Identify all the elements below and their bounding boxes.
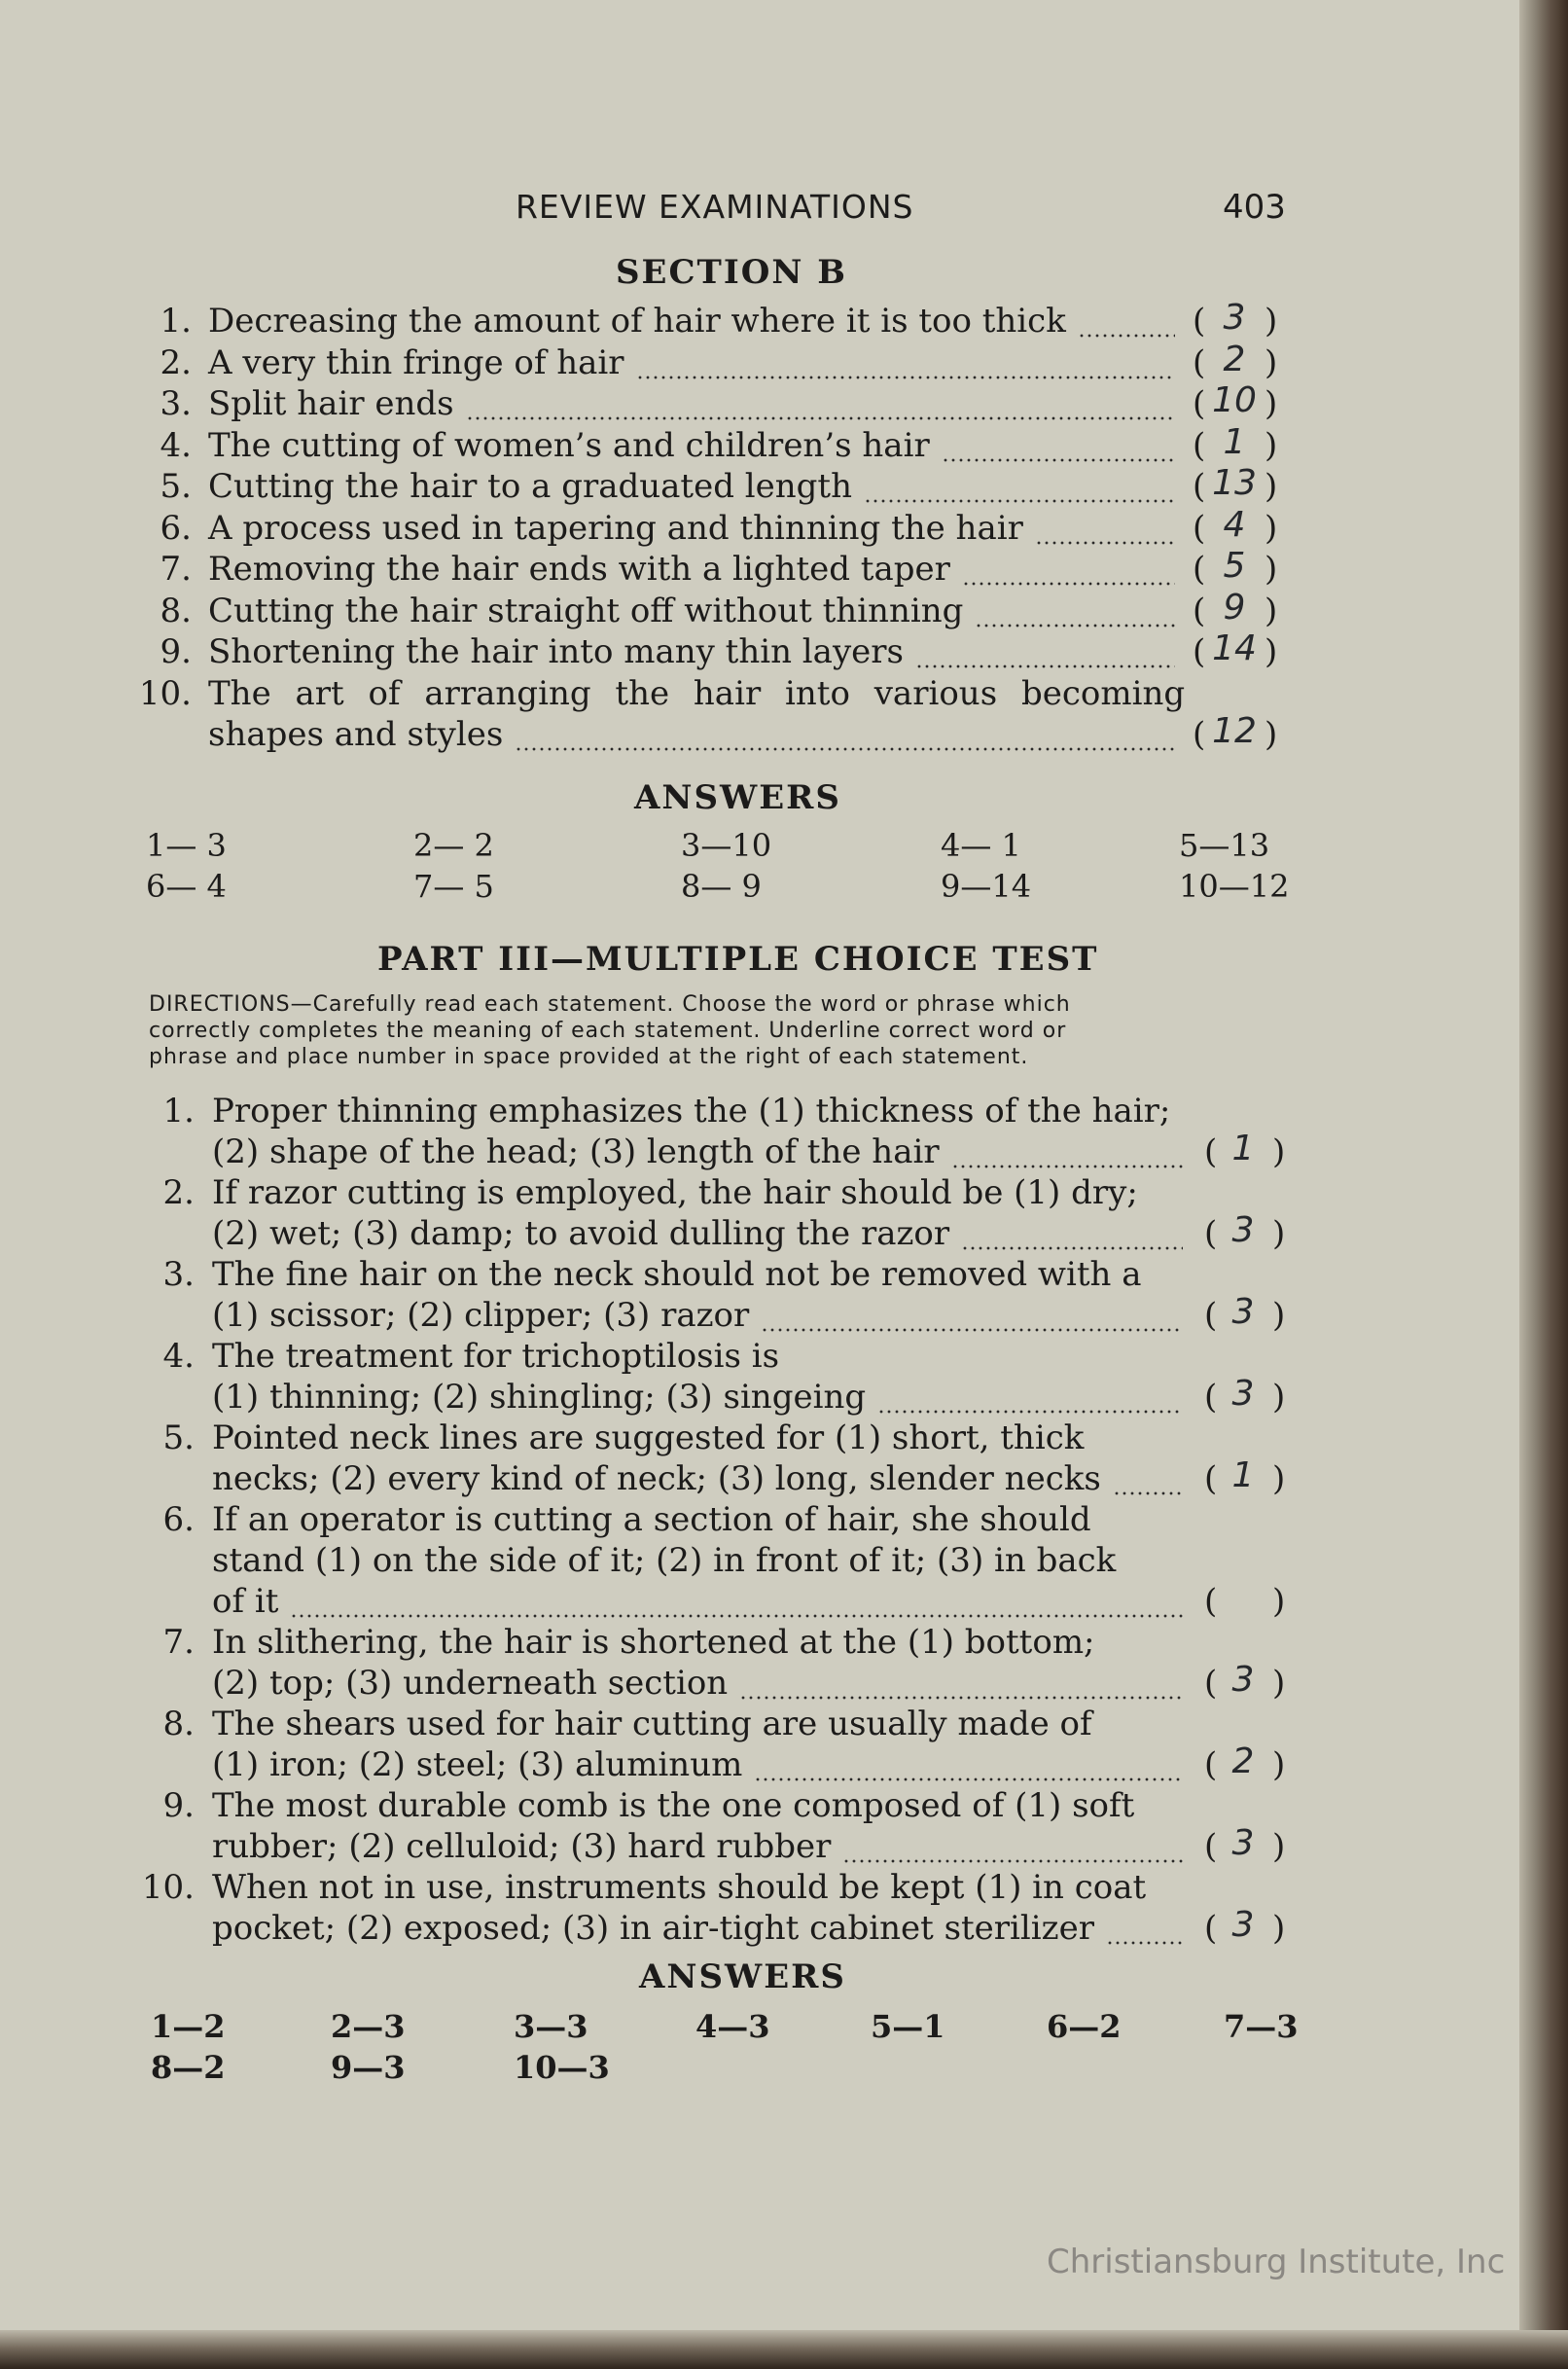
answer-open-paren: ( (1193, 425, 1206, 465)
answer-key-entry: 6—2 (1047, 2008, 1122, 2045)
answer-open-paren: ( (1204, 1827, 1218, 1866)
answer-key-entry: 2—3 (331, 2008, 406, 2045)
answer-key-entry: 9—3 (331, 2049, 406, 2086)
answer-close-paren: ) (1265, 384, 1278, 423)
leader-dots (942, 458, 1175, 462)
leader-dots (1078, 334, 1175, 338)
item-number: 3. (162, 1255, 195, 1294)
item-text: pocket; (2) exposed; (3) in air-tight cabinet sterilizer (212, 1909, 1094, 1948)
leader-dots (915, 664, 1175, 668)
item-text: Cutting the hair straight off without thinning (208, 591, 964, 630)
item-number: 5. (162, 1418, 195, 1457)
answer-close-paren: ) (1265, 508, 1278, 548)
page-number: 403 (1223, 188, 1286, 227)
answer-close-paren: ) (1265, 591, 1278, 630)
answer-open-paren: ( (1204, 1664, 1218, 1703)
item-text: The most durable comb is the one composed of (1) soft (212, 1786, 1135, 1825)
item-number: 9. (160, 632, 192, 671)
leader-dots (961, 1246, 1183, 1250)
item-text: The cutting of women’s and children’s hair (208, 425, 930, 465)
item-number: 7. (162, 1623, 195, 1662)
answer-close-paren: ) (1272, 1827, 1286, 1866)
answer-open-paren: ( (1204, 1132, 1218, 1171)
answer-key-entry: 4— 1 (941, 827, 1021, 864)
item-text: (2) shape of the head; (3) length of the hair (212, 1132, 940, 1171)
answer-key-entry: 1— 3 (146, 827, 227, 864)
leader-dots (466, 416, 1175, 420)
item-text: A very thin fringe of hair (208, 342, 624, 382)
leader-dots (1113, 1491, 1183, 1495)
answer-key-entry: 5—1 (871, 2008, 945, 2045)
item-number: 10. (141, 1868, 195, 1907)
answer-close-paren: ) (1265, 632, 1278, 671)
part3-answers-title: ANSWERS (639, 1957, 846, 1996)
part3-title: PART III—MULTIPLE CHOICE TEST (377, 940, 1099, 979)
handwritten-answer: 3 (1231, 1823, 1255, 1863)
handwritten-answer: 5 (1223, 546, 1246, 586)
item-text: Removing the hair ends with a lighted taper (208, 550, 950, 589)
leader-dots (739, 1696, 1183, 1700)
item-text: (1) thinning; (2) shingling; (3) singeing (212, 1378, 867, 1417)
item-text: (1) scissor; (2) clipper; (3) razor (212, 1296, 750, 1335)
directions-line: correctly completes the meaning of each statement. Underline correct word or (149, 1019, 1067, 1043)
leader-dots (864, 499, 1175, 503)
item-text: Decreasing the amount of hair where it is too thick (208, 302, 1066, 341)
answer-close-paren: ) (1272, 1582, 1286, 1621)
answer-key-entry: 8—2 (151, 2049, 226, 2086)
answer-key-entry: 10—3 (514, 2049, 610, 2086)
item-number: 4. (160, 425, 192, 465)
answer-open-paren: ( (1193, 384, 1206, 423)
answer-open-paren: ( (1204, 1745, 1218, 1784)
answer-key-entry: 8— 9 (681, 868, 762, 905)
item-number: 2. (160, 342, 192, 382)
section-b-answers-title: ANSWERS (634, 778, 841, 817)
answer-key-entry: 10—12 (1179, 868, 1290, 905)
answer-open-paren: ( (1193, 508, 1206, 548)
answer-open-paren: ( (1193, 632, 1206, 671)
item-number: 6. (160, 508, 192, 548)
leader-dots (877, 1410, 1183, 1414)
handwritten-answer: 10 (1212, 380, 1257, 420)
answer-close-paren: ) (1272, 1296, 1286, 1335)
item-number: 4. (162, 1337, 195, 1376)
leader-dots (1035, 541, 1175, 545)
answer-close-paren: ) (1272, 1909, 1286, 1948)
item-text: rubber; (2) celluloid; (3) hard rubber (212, 1827, 832, 1866)
handwritten-answer: 3 (1231, 1210, 1255, 1250)
item-text: A process used in tapering and thinning the hair (208, 508, 1023, 548)
directions-line: phrase and place number in space provided at the right of each statement. (149, 1045, 1029, 1069)
item-text: Cutting the hair to a graduated length (208, 467, 852, 506)
item-text: When not in use, instruments should be kept (1) in coat (212, 1868, 1147, 1907)
book-fore-edge (1519, 0, 1568, 2369)
answer-open-paren: ( (1193, 467, 1206, 506)
item-text: (1) iron; (2) steel; (3) aluminum (212, 1745, 743, 1784)
item-text: If razor cutting is employed, the hair should be (1) dry; (212, 1173, 1138, 1212)
handwritten-answer: 4 (1223, 504, 1246, 545)
item-text: The fine hair on the neck should not be removed with a (212, 1255, 1142, 1294)
answer-key-entry: 7—3 (1224, 2008, 1299, 2045)
answer-key-entry: 7— 5 (413, 868, 494, 905)
answer-close-paren: ) (1265, 342, 1278, 382)
handwritten-answer: 12 (1212, 711, 1257, 751)
item-number: 9. (162, 1786, 195, 1825)
item-text: If an operator is cutting a section of hair, she should (212, 1500, 1091, 1539)
answer-open-paren: ( (1204, 1214, 1218, 1253)
answer-close-paren: ) (1265, 302, 1278, 341)
leader-dots (636, 376, 1175, 379)
answer-close-paren: ) (1272, 1378, 1286, 1417)
item-number: 8. (160, 591, 192, 630)
answer-open-paren: ( (1193, 591, 1206, 630)
answer-open-paren: ( (1204, 1378, 1218, 1417)
item-text: Split hair ends (208, 384, 454, 423)
leader-dots (754, 1777, 1183, 1781)
item-text: (2) top; (3) underneath section (212, 1664, 729, 1703)
answer-close-paren: ) (1265, 715, 1278, 754)
handwritten-answer: 13 (1212, 463, 1257, 503)
answer-close-paren: ) (1265, 467, 1278, 506)
item-number: 1. (162, 1092, 195, 1131)
item-number: 1. (160, 302, 192, 341)
answer-key-entry: 4—3 (695, 2008, 770, 2045)
answer-key-entry: 1—2 (151, 2008, 226, 2045)
handwritten-answer: 3 (1223, 298, 1246, 338)
handwritten-answer: 3 (1231, 1374, 1255, 1414)
item-text: Proper thinning emphasizes the (1) thickness of the hair; (212, 1092, 1171, 1131)
watermark: Christiansburg Institute, Inc (1047, 2243, 1506, 2281)
answer-key-entry: 9—14 (941, 868, 1032, 905)
answer-close-paren: ) (1272, 1745, 1286, 1784)
item-text: necks; (2) every kind of neck; (3) long, slender necks (212, 1459, 1101, 1498)
item-number: 8. (162, 1705, 195, 1743)
answer-close-paren: ) (1272, 1459, 1286, 1498)
item-number: 7. (160, 550, 192, 589)
item-text: stand (1) on the side of it; (2) in front of it; (3) in back (212, 1541, 1117, 1580)
answer-close-paren: ) (1272, 1132, 1286, 1171)
leader-dots (761, 1328, 1183, 1332)
answer-key-entry: 3—10 (681, 827, 772, 864)
item-text: The treatment for trichoptilosis is (212, 1337, 780, 1376)
answer-key-entry: 2— 2 (413, 827, 494, 864)
item-number: 6. (162, 1500, 195, 1539)
answer-open-paren: ( (1193, 715, 1206, 754)
handwritten-answer: 3 (1231, 1660, 1255, 1700)
handwritten-answer: 3 (1231, 1292, 1255, 1332)
leader-dots (515, 747, 1175, 751)
answer-close-paren: ) (1272, 1664, 1286, 1703)
answer-open-paren: ( (1204, 1909, 1218, 1948)
answer-open-paren: ( (1193, 342, 1206, 382)
answer-close-paren: ) (1265, 550, 1278, 589)
leader-dots (1106, 1941, 1183, 1945)
item-number: 5. (160, 467, 192, 506)
answer-close-paren: ) (1272, 1214, 1286, 1253)
item-text: The art of arranging the hair into various becoming (208, 673, 1186, 713)
answer-open-paren: ( (1193, 550, 1206, 589)
item-number: 10. (138, 673, 192, 713)
handwritten-answer: 9 (1223, 587, 1246, 628)
item-text: shapes and styles (208, 715, 504, 754)
handwritten-answer: 1 (1223, 421, 1246, 462)
answer-open-paren: ( (1193, 302, 1206, 341)
answer-key-entry: 6— 4 (146, 868, 227, 905)
leader-dots (951, 1165, 1183, 1168)
handwritten-answer: 1 (1231, 1129, 1255, 1168)
book-bottom-edge (0, 2330, 1568, 2369)
item-number: 3. (160, 384, 192, 423)
answer-open-paren: ( (1204, 1459, 1218, 1498)
item-text: Shortening the hair into many thin layers (208, 632, 904, 671)
item-text: Pointed neck lines are suggested for (1) short, thick (212, 1418, 1085, 1457)
answer-key-entry: 5—13 (1179, 827, 1270, 864)
item-number: 2. (162, 1173, 195, 1212)
handwritten-answer: 2 (1223, 339, 1246, 379)
item-text: In slithering, the hair is shortened at the (1) bottom; (212, 1623, 1095, 1662)
handwritten-answer: 3 (1231, 1905, 1255, 1945)
item-text: (2) wet; (3) damp; to avoid dulling the razor (212, 1214, 950, 1253)
item-text: of it (212, 1582, 279, 1621)
running-title: REVIEW EXAMINATIONS (516, 188, 914, 226)
directions-line: DIRECTIONS—Carefully read each statement. Choose the word or phrase which (149, 992, 1071, 1017)
leader-dots (975, 624, 1175, 628)
handwritten-answer: 1 (1231, 1455, 1255, 1495)
leader-dots (962, 582, 1175, 586)
leader-dots (290, 1614, 1183, 1618)
answer-open-paren: ( (1204, 1296, 1218, 1335)
part3-directions (149, 991, 1071, 1070)
answer-open-paren: ( (1204, 1582, 1218, 1621)
section-b-title: SECTION B (616, 253, 848, 292)
item-text: The shears used for hair cutting are usually made of (212, 1705, 1092, 1743)
handwritten-answer: 2 (1231, 1741, 1255, 1781)
answer-close-paren: ) (1265, 425, 1278, 465)
leader-dots (842, 1859, 1183, 1863)
answer-key-entry: 3—3 (514, 2008, 588, 2045)
handwritten-answer: 14 (1212, 628, 1257, 668)
